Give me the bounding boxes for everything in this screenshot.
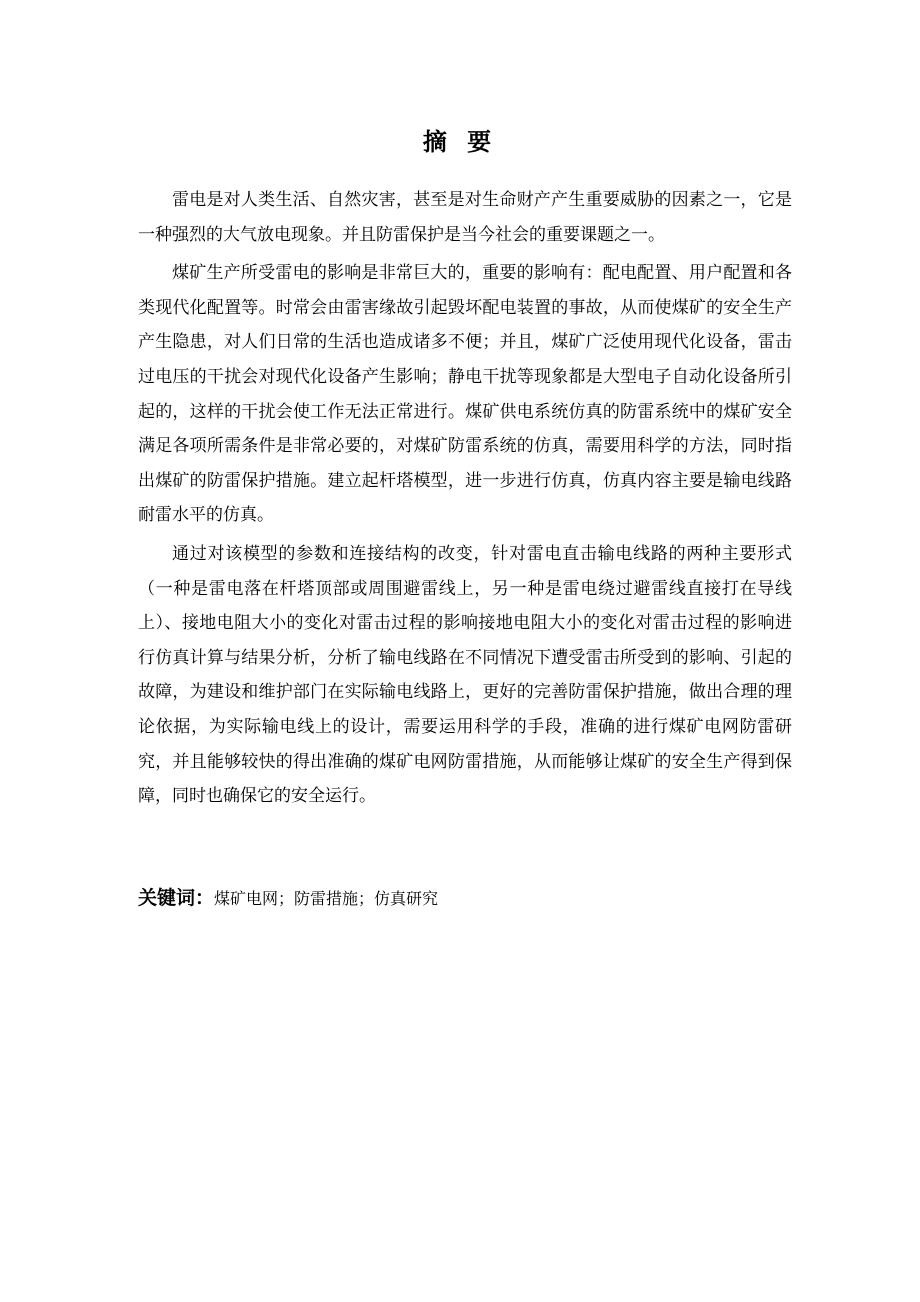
keywords-label: 关键词：	[138, 887, 215, 909]
paragraph-1: 雷电是对人类生活、自然灾害，甚至是对生命财产产生重要威胁的因素之一，它是一种强烈的大气放电现象。并且防雷保护是当今社会的重要课题之一。	[138, 190, 792, 245]
keywords-text: 煤矿电网；防雷措施；仿真研究	[214, 889, 439, 908]
paragraph-3: 通过对该模型的参数和连接结构的改变，针对雷电直击输电线路的两种主要形式（一种是雷电落在杆塔顶部或周围避雷线上，另一种是雷电绕过避雷线直接打在导线上）、接地电阻大小的变化对雷击过程的影响接地电阻大小的变化对雷击过程的影响进行仿真计算与结果分析，分析了输电线路在不同情况下遭受雷击所受到的影响、引起的故障，为建设和维护部门在实际输电线路上，更好的完善防雷保护措施，做出合理的理论依据，为实际输电线上的设计，需要运用科学的手段，准确的进行煤矿电网防雷研究，并且能够较快的得出准确的煤矿电网防雷措施，从而能够让煤矿的安全生产得到保障，同时也确保它的安全运行。	[138, 543, 792, 807]
abstract-body	[138, 183, 792, 814]
keywords-line	[138, 880, 792, 917]
page-title: 摘 要	[422, 128, 498, 156]
paragraph-2: 煤矿生产所受雷电的影响是非常巨大的，重要的影响有：配电配置、用户配置和各类现代化配置等。时常会由雷害缘故引起毁坏配电装置的事故，从而使煤矿的安全生产产生隐患，对人们日常的生活也造成诸多不便；并且，煤矿广泛使用现代化设备，雷击过电压的干扰会对现代化设备产生影响；静电干扰等现象都是大型电子自动化设备所引起的，这样的干扰会使工作无法正常进行。煤矿供电系统仿真的防雷系统中的煤矿安全满足各项所需条件是非常必要的，对煤矿防雷系统的仿真，需要用科学的方法，同时指出煤矿的防雷保护措施。建立起杆塔模型，进一步进行仿真，仿真内容主要是输电线路耐雷水平的仿真。	[138, 263, 792, 526]
